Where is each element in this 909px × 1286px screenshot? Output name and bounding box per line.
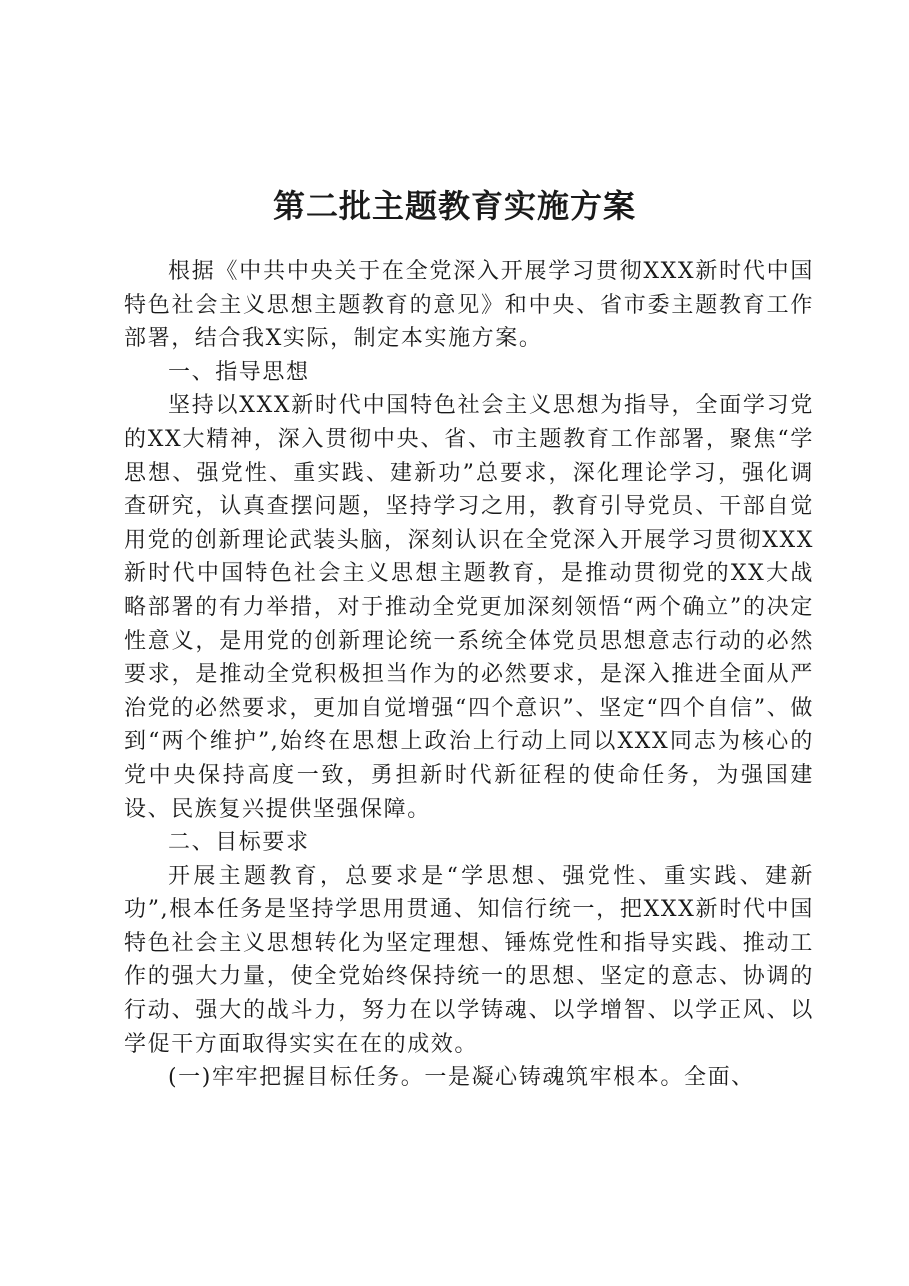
intro-paragraph: 根据《中共中央关于在全党深入开展学习贯彻XXX新时代中国特色社会主义思想主题教育的意见》和中央、省市委主题教育工作部署，结合我X实际，制定本实施方案。: [124, 259, 814, 352]
document-body: [124, 255, 814, 1095]
section-heading-goals: 二、目标要求: [168, 830, 310, 856]
document-title: 第二批主题教育实施方案: [272, 187, 636, 225]
goals-paragraph: 开展主题教育，总要求是“学思想、强党性、重实践、建新功”,根本任务是坚持学思用贯通、知信行统一，把XXX新时代中国特色社会主义思想转化为坚定理想、锤炼党性和指导实践、推动工作的强大力量，使全党始终保持统一的思想、坚定的意志、协调的行动、强大的战斗力，努力在以学铸魂、以学增智、以学正风、以学促干方面取得实实在在的成效。: [124, 863, 814, 1057]
section-heading-guiding-thought: 一、指导思想: [168, 359, 310, 385]
guiding-thought-paragraph: 坚持以XXX新时代中国特色社会主义思想为指导，全面学习党的XX大精神，深入贯彻中央、省、市主题教育工作部署，聚焦“学思想、强党性、重实践、建新功”总要求，深化理论学习，强化调查研究，认真查摆问题，坚持学习之用，教育引导党员、干部自觉用党的创新理论武装头脑，深刻认识在全党深入开展学习贯彻XXX新时代中国特色社会主义思想主题教育，是推动贯彻党的XX大战略部署的有力举措，对于推动全党更加深刻领悟“两个确立”的决定性意义，是用党的创新理论统一系统全体党员思想意志行动的必然要求，是推动全党积极担当作为的必然要求，是深入推进全面从严治党的必然要求，更加自觉增强“四个意识”、坚定“四个自信”、做到“两个维护”,始终在思想上政治上行动上同以XXX同志为核心的党中央保持高度一致，勇担新时代新征程的使命任务，为强国建设、民族复兴提供坚强保障。: [124, 393, 814, 822]
goals-subsection-paragraph: (一)牢牢把握目标任务。一是凝心铸魂筑牢根本。全面、: [168, 1065, 755, 1091]
